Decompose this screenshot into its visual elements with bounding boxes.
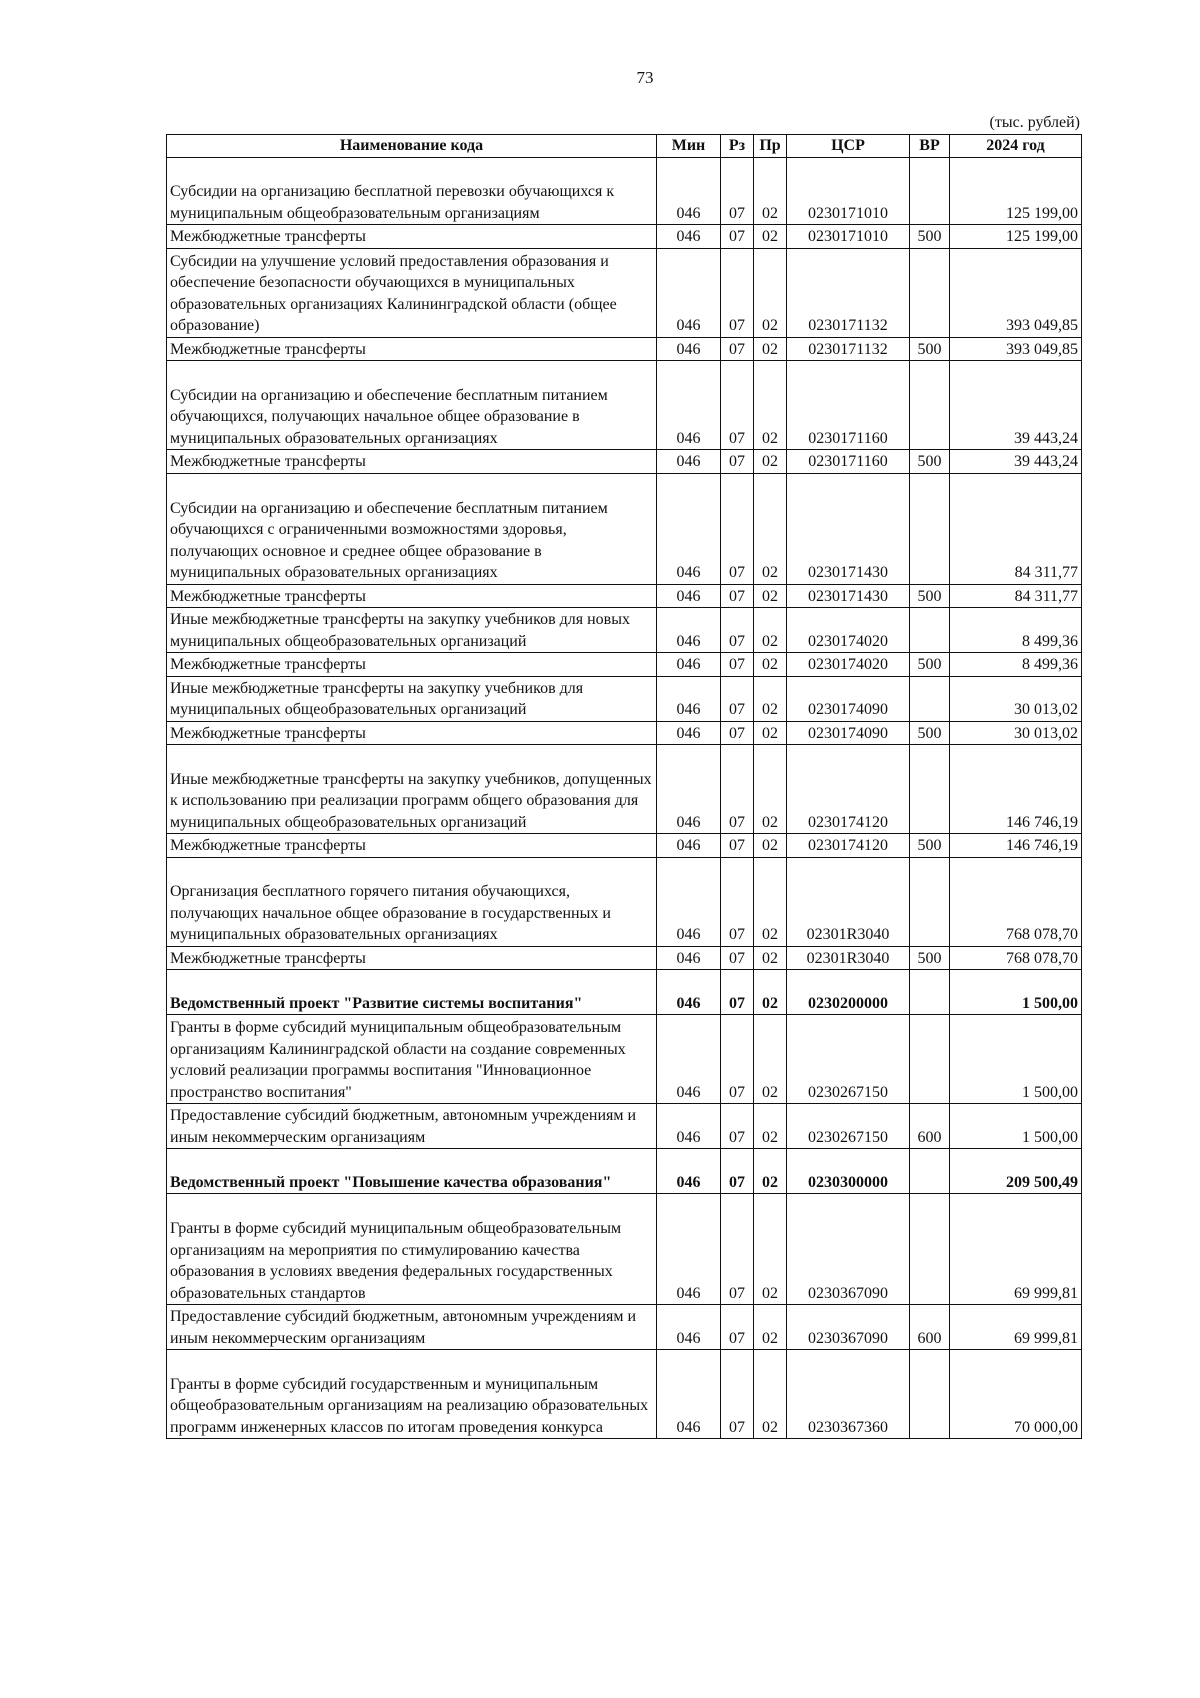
row-sum: 146 746,19	[950, 745, 1082, 834]
row-name: Иные межбюджетные трансферты на закупку учебников для муниципальных общеобразовательных организаций	[167, 676, 657, 721]
row-name: Иные межбюджетные трансферты на закупку учебников для новых муниципальных общеобразовательных организаций	[167, 608, 657, 653]
row-pr: 02	[754, 857, 787, 946]
row-rz: 07	[721, 834, 754, 858]
row-name: Межбюджетные трансферты	[167, 337, 657, 361]
row-rz: 07	[721, 653, 754, 677]
row-sum: 1 500,00	[950, 1104, 1082, 1149]
row-csr: 0230171010	[787, 158, 910, 225]
header-year: 2024 год	[950, 135, 1082, 158]
row-csr: 0230174120	[787, 745, 910, 834]
row-csr: 0230267150	[787, 1104, 910, 1149]
table-row	[167, 361, 1082, 450]
header-row	[167, 135, 1082, 158]
table-row	[167, 248, 1082, 337]
row-sum: 69 999,81	[950, 1194, 1082, 1305]
row-name: Субсидии на организацию и обеспечение бесплатным питанием обучающихся с ограниченными возможностями здоровья, получающих основное и среднее общее образование в муниципальных образовательных организациях	[167, 473, 657, 584]
row-vr	[910, 608, 950, 653]
row-min: 046	[657, 1015, 721, 1104]
table-row	[167, 745, 1082, 834]
table-row	[167, 970, 1082, 1015]
row-min: 046	[657, 676, 721, 721]
row-vr	[910, 473, 950, 584]
row-csr: 0230171132	[787, 248, 910, 337]
row-name: Гранты в форме субсидий государственным и муниципальным общеобразовательным организациям на реализацию образовательных программ инженерных классов по итогам проведения конкурса	[167, 1350, 657, 1439]
table-row	[167, 473, 1082, 584]
row-vr: 500	[910, 721, 950, 745]
row-pr: 02	[754, 1194, 787, 1305]
row-sum: 30 013,02	[950, 721, 1082, 745]
row-sum: 125 199,00	[950, 158, 1082, 225]
row-vr: 600	[910, 1305, 950, 1350]
table-row	[167, 584, 1082, 608]
table-row	[167, 608, 1082, 653]
row-min: 046	[657, 946, 721, 970]
row-pr: 02	[754, 745, 787, 834]
table-row	[167, 653, 1082, 677]
row-sum: 125 199,00	[950, 225, 1082, 249]
row-vr	[910, 1194, 950, 1305]
table-row	[167, 1149, 1082, 1194]
row-vr: 500	[910, 337, 950, 361]
row-pr: 02	[754, 248, 787, 337]
row-csr: 0230171132	[787, 337, 910, 361]
row-name: Межбюджетные трансферты	[167, 584, 657, 608]
row-sum: 146 746,19	[950, 834, 1082, 858]
row-csr: 0230174090	[787, 721, 910, 745]
row-vr	[910, 248, 950, 337]
row-pr: 02	[754, 361, 787, 450]
row-sum: 768 078,70	[950, 857, 1082, 946]
page-number: 73	[636, 68, 654, 87]
budget-table	[166, 134, 1082, 1439]
row-csr: 0230174120	[787, 834, 910, 858]
row-name: Межбюджетные трансферты	[167, 721, 657, 745]
row-vr: 600	[910, 1104, 950, 1149]
row-min: 046	[657, 1350, 721, 1439]
row-pr: 02	[754, 676, 787, 721]
row-min: 046	[657, 473, 721, 584]
row-min: 046	[657, 337, 721, 361]
header-rz: Рз	[721, 135, 754, 158]
row-sum: 768 078,70	[950, 946, 1082, 970]
row-rz: 07	[721, 1350, 754, 1439]
row-sum: 84 311,77	[950, 473, 1082, 584]
row-name: Межбюджетные трансферты	[167, 450, 657, 474]
row-rz: 07	[721, 337, 754, 361]
row-pr: 02	[754, 584, 787, 608]
table-row	[167, 1305, 1082, 1350]
row-vr	[910, 1350, 950, 1439]
row-vr: 500	[910, 584, 950, 608]
row-rz: 07	[721, 1104, 754, 1149]
row-pr: 02	[754, 653, 787, 677]
table-row	[167, 225, 1082, 249]
row-csr: 0230171430	[787, 473, 910, 584]
row-sum: 69 999,81	[950, 1305, 1082, 1350]
row-vr	[910, 1015, 950, 1104]
row-csr: 0230367360	[787, 1350, 910, 1439]
row-name: Субсидии на организацию и обеспечение бесплатным питанием обучающихся, получающих начальное общее образование в муниципальных образовательных организациях	[167, 361, 657, 450]
row-min: 046	[657, 1194, 721, 1305]
row-sum: 393 049,85	[950, 248, 1082, 337]
row-min: 046	[657, 361, 721, 450]
row-min: 046	[657, 608, 721, 653]
row-name: Ведомственный проект "Повышение качества образования"	[167, 1149, 657, 1194]
row-vr	[910, 857, 950, 946]
row-csr: 0230174020	[787, 608, 910, 653]
row-pr: 02	[754, 1149, 787, 1194]
row-rz: 07	[721, 721, 754, 745]
units-label: (тыс. рублей)	[989, 114, 1080, 131]
row-min: 046	[657, 450, 721, 474]
row-rz: 07	[721, 676, 754, 721]
row-vr	[910, 970, 950, 1015]
header-name: Наименование кода	[167, 135, 657, 158]
row-pr: 02	[754, 158, 787, 225]
header-csr: ЦСР	[787, 135, 910, 158]
row-pr: 02	[754, 721, 787, 745]
row-sum: 1 500,00	[950, 970, 1082, 1015]
row-name: Иные межбюджетные трансферты на закупку учебников, допущенных к использованию при реализации программ общего образования для муниципальных общеобразовательных организаций	[167, 745, 657, 834]
table-row	[167, 1194, 1082, 1305]
row-rz: 07	[721, 248, 754, 337]
row-vr	[910, 158, 950, 225]
row-name: Предоставление субсидий бюджетным, автономным учреждениям и иным некоммерческим организациям	[167, 1104, 657, 1149]
row-min: 046	[657, 857, 721, 946]
row-name: Предоставление субсидий бюджетным, автономным учреждениям и иным некоммерческим организациям	[167, 1305, 657, 1350]
row-sum: 8 499,36	[950, 608, 1082, 653]
row-min: 046	[657, 1305, 721, 1350]
row-pr: 02	[754, 1350, 787, 1439]
row-rz: 07	[721, 584, 754, 608]
row-min: 046	[657, 970, 721, 1015]
row-min: 046	[657, 653, 721, 677]
row-min: 046	[657, 158, 721, 225]
row-name: Межбюджетные трансферты	[167, 225, 657, 249]
row-sum: 39 443,24	[950, 361, 1082, 450]
row-sum: 70 000,00	[950, 1350, 1082, 1439]
row-pr: 02	[754, 337, 787, 361]
row-csr: 0230174020	[787, 653, 910, 677]
row-pr: 02	[754, 608, 787, 653]
row-vr	[910, 676, 950, 721]
row-pr: 02	[754, 1015, 787, 1104]
row-rz: 07	[721, 473, 754, 584]
row-name: Межбюджетные трансферты	[167, 834, 657, 858]
row-min: 046	[657, 834, 721, 858]
row-csr: 02301R3040	[787, 946, 910, 970]
row-name: Субсидии на улучшение условий предоставления образования и обеспечение безопасности обучающихся в муниципальных образовательных организациях Калининградской области (общее образование)	[167, 248, 657, 337]
table-row	[167, 1104, 1082, 1149]
row-min: 046	[657, 584, 721, 608]
row-min: 046	[657, 1104, 721, 1149]
row-pr: 02	[754, 1104, 787, 1149]
row-name: Организация бесплатного горячего питания обучающихся, получающих начальное общее образование в государственных и муниципальных образовательных организациях	[167, 857, 657, 946]
row-vr	[910, 1149, 950, 1194]
header-vr: ВР	[910, 135, 950, 158]
header-min: Мин	[657, 135, 721, 158]
row-pr: 02	[754, 225, 787, 249]
row-rz: 07	[721, 158, 754, 225]
table-row	[167, 337, 1082, 361]
row-rz: 07	[721, 1149, 754, 1194]
table-row	[167, 946, 1082, 970]
row-rz: 07	[721, 1194, 754, 1305]
row-pr: 02	[754, 970, 787, 1015]
table-row	[167, 676, 1082, 721]
row-rz: 07	[721, 1305, 754, 1350]
table-row	[167, 158, 1082, 225]
row-rz: 07	[721, 608, 754, 653]
row-csr: 0230171160	[787, 361, 910, 450]
table-row	[167, 1350, 1082, 1439]
row-vr: 500	[910, 450, 950, 474]
row-rz: 07	[721, 970, 754, 1015]
row-pr: 02	[754, 946, 787, 970]
row-rz: 07	[721, 1015, 754, 1104]
row-name: Межбюджетные трансферты	[167, 653, 657, 677]
row-min: 046	[657, 745, 721, 834]
row-csr: 0230200000	[787, 970, 910, 1015]
table-row	[167, 857, 1082, 946]
row-csr: 0230367090	[787, 1305, 910, 1350]
row-min: 046	[657, 1149, 721, 1194]
table-row	[167, 834, 1082, 858]
row-min: 046	[657, 248, 721, 337]
row-vr: 500	[910, 225, 950, 249]
row-rz: 07	[721, 946, 754, 970]
row-pr: 02	[754, 473, 787, 584]
row-name: Гранты в форме субсидий муниципальным общеобразовательным организациям Калининградской области на создание современных условий реализации программы воспитания "Инновационное пространство воспитания"	[167, 1015, 657, 1104]
table-row	[167, 721, 1082, 745]
row-sum: 8 499,36	[950, 653, 1082, 677]
row-sum: 84 311,77	[950, 584, 1082, 608]
row-csr: 0230367090	[787, 1194, 910, 1305]
row-pr: 02	[754, 834, 787, 858]
row-sum: 30 013,02	[950, 676, 1082, 721]
row-vr	[910, 745, 950, 834]
row-min: 046	[657, 721, 721, 745]
row-name: Межбюджетные трансферты	[167, 946, 657, 970]
row-name: Гранты в форме субсидий муниципальным общеобразовательным организациям на мероприятия по стимулированию качества образования в условиях введения федеральных государственных образовательных стандартов	[167, 1194, 657, 1305]
row-vr: 500	[910, 653, 950, 677]
row-csr: 0230267150	[787, 1015, 910, 1104]
row-sum: 393 049,85	[950, 337, 1082, 361]
table-row	[167, 1015, 1082, 1104]
row-csr: 0230171160	[787, 450, 910, 474]
row-sum: 39 443,24	[950, 450, 1082, 474]
row-csr: 02301R3040	[787, 857, 910, 946]
table-row	[167, 450, 1082, 474]
row-sum: 1 500,00	[950, 1015, 1082, 1104]
row-min: 046	[657, 225, 721, 249]
row-sum: 209 500,49	[950, 1149, 1082, 1194]
row-vr: 500	[910, 946, 950, 970]
row-csr: 0230171430	[787, 584, 910, 608]
row-rz: 07	[721, 450, 754, 474]
row-vr: 500	[910, 834, 950, 858]
row-name: Субсидии на организацию бесплатной перевозки обучающихся к муниципальным общеобразовательным организациям	[167, 158, 657, 225]
row-pr: 02	[754, 1305, 787, 1350]
row-rz: 07	[721, 361, 754, 450]
header-pr: Пр	[754, 135, 787, 158]
row-rz: 07	[721, 225, 754, 249]
row-pr: 02	[754, 450, 787, 474]
row-csr: 0230174090	[787, 676, 910, 721]
row-rz: 07	[721, 745, 754, 834]
row-csr: 0230171010	[787, 225, 910, 249]
row-vr	[910, 361, 950, 450]
row-name: Ведомственный проект "Развитие системы воспитания"	[167, 970, 657, 1015]
row-csr: 0230300000	[787, 1149, 910, 1194]
row-rz: 07	[721, 857, 754, 946]
